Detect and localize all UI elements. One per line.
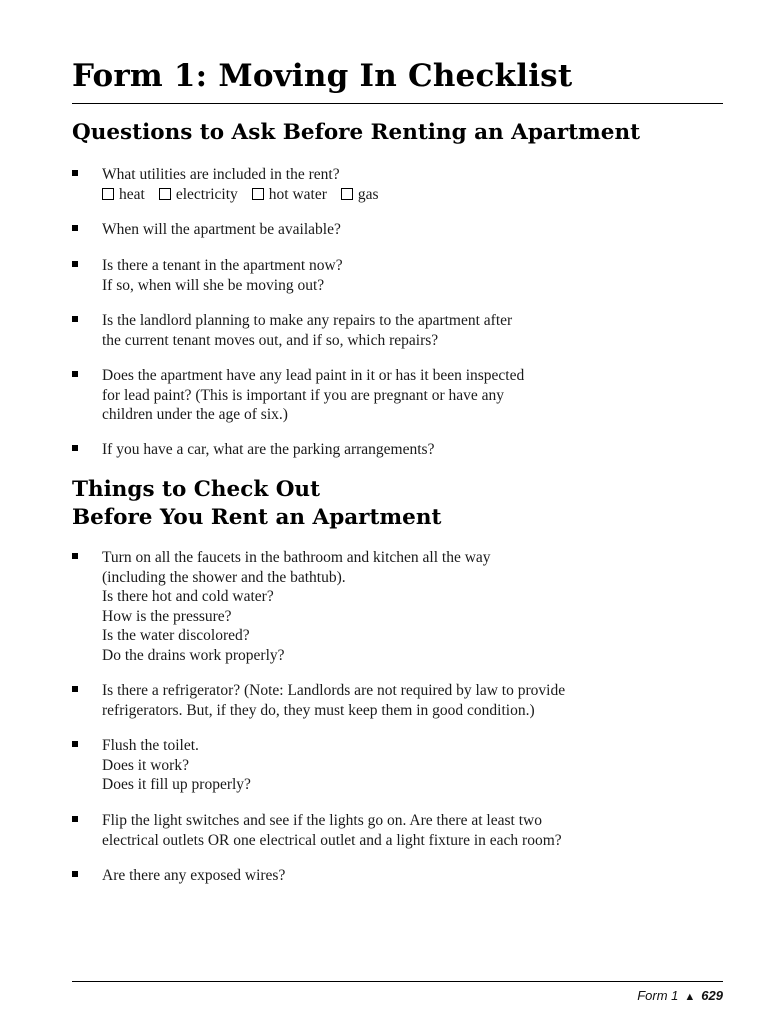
bullet-icon (72, 225, 78, 231)
utility-label: electricity (175, 185, 238, 203)
item-text: for lead paint? (This is important if you are pregnant or have any (102, 386, 505, 404)
bullet-icon (72, 553, 78, 559)
utility-checkbox-gas[interactable] (341, 186, 379, 203)
item-text: When will the apartment be available? (102, 221, 341, 238)
list-item (72, 256, 712, 295)
bullet-icon (72, 170, 78, 176)
item-text: Flip the light switches and see if the lights go on. Are there at least two (102, 812, 542, 829)
item-text: children under the age of six.) (102, 406, 288, 424)
item-text: Does it work? (102, 756, 189, 774)
utility-checkbox-electricity[interactable] (159, 186, 238, 203)
item-text: How is the pressure? (102, 607, 232, 625)
page-number: 629 (701, 988, 723, 1003)
checkbox-icon (341, 188, 353, 200)
section-heading-line: Things to Check Out (72, 477, 320, 502)
item-text: Do the drains work properly? (102, 646, 285, 664)
item-text: Flush the toilet. (102, 737, 199, 754)
item-text: What utilities are included in the rent? (102, 166, 340, 183)
item-text: Are there any exposed wires? (102, 867, 286, 884)
section-heading-line: Before You Rent an Apartment (72, 505, 442, 530)
utility-label: hot water (268, 185, 327, 203)
bullet-icon (72, 445, 78, 451)
footer-divider (72, 981, 723, 982)
checkbox-icon (102, 188, 114, 200)
item-text: Does it fill up properly? (102, 776, 251, 794)
utility-checkbox-heat[interactable] (102, 186, 145, 203)
list-item (72, 220, 712, 240)
title-divider (72, 103, 723, 104)
item-text: Turn on all the faucets in the bathroom and kitchen all the way (102, 549, 491, 566)
item-text: Does the apartment have any lead paint in it or has it been inspected (102, 367, 525, 384)
section-heading-questions-text: Questions to Ask Before Renting an Apartment (72, 120, 641, 145)
list-item (72, 366, 712, 425)
list-item (72, 811, 712, 850)
page-footer (637, 988, 723, 1003)
item-text: Is there a refrigerator? (Note: Landlords are not required by law to provide (102, 682, 566, 699)
item-text: refrigerators. But, if they do, they must keep them in good condition.) (102, 701, 535, 719)
list-item (72, 548, 712, 666)
page-title: Form 1: Moving In Checklist (72, 58, 573, 94)
triangle-icon: ▲ (684, 991, 696, 1003)
list-item (72, 866, 712, 886)
list-item (72, 681, 712, 720)
item-text: Is the water discolored? (102, 627, 250, 645)
item-text: Is the landlord planning to make any repairs to the apartment after (102, 312, 513, 329)
utility-checkbox-hot-water[interactable] (252, 186, 327, 203)
list-item (72, 165, 712, 204)
checkbox-icon (252, 188, 264, 200)
bullet-icon (72, 316, 78, 322)
bullet-icon (72, 871, 78, 877)
bullet-icon (72, 686, 78, 692)
bullet-icon (72, 816, 78, 822)
item-text: the current tenant moves out, and if so, which repairs? (102, 331, 439, 349)
section-heading-things-to-check (72, 476, 441, 532)
bullet-icon (72, 741, 78, 747)
list-item (72, 311, 712, 350)
item-text: Is there hot and cold water? (102, 588, 274, 606)
utility-options (102, 185, 712, 205)
item-text: If so, when will she be moving out? (102, 276, 325, 294)
utility-label: gas (357, 185, 379, 203)
item-text: electrical outlets OR one electrical outlet and a light fixture in each room? (102, 831, 562, 849)
item-text: If you have a car, what are the parking arrangements? (102, 441, 435, 458)
bullet-icon (72, 261, 78, 267)
utility-label: heat (119, 185, 145, 203)
item-text: Is there a tenant in the apartment now? (102, 257, 343, 274)
checkbox-icon (159, 188, 171, 200)
bullet-icon (72, 371, 78, 377)
section-heading-questions (72, 119, 640, 147)
list-item (72, 440, 712, 460)
list-item (72, 736, 712, 795)
footer-form-label: Form 1 (637, 988, 679, 1003)
item-text: (including the shower and the bathtub). (102, 568, 346, 586)
